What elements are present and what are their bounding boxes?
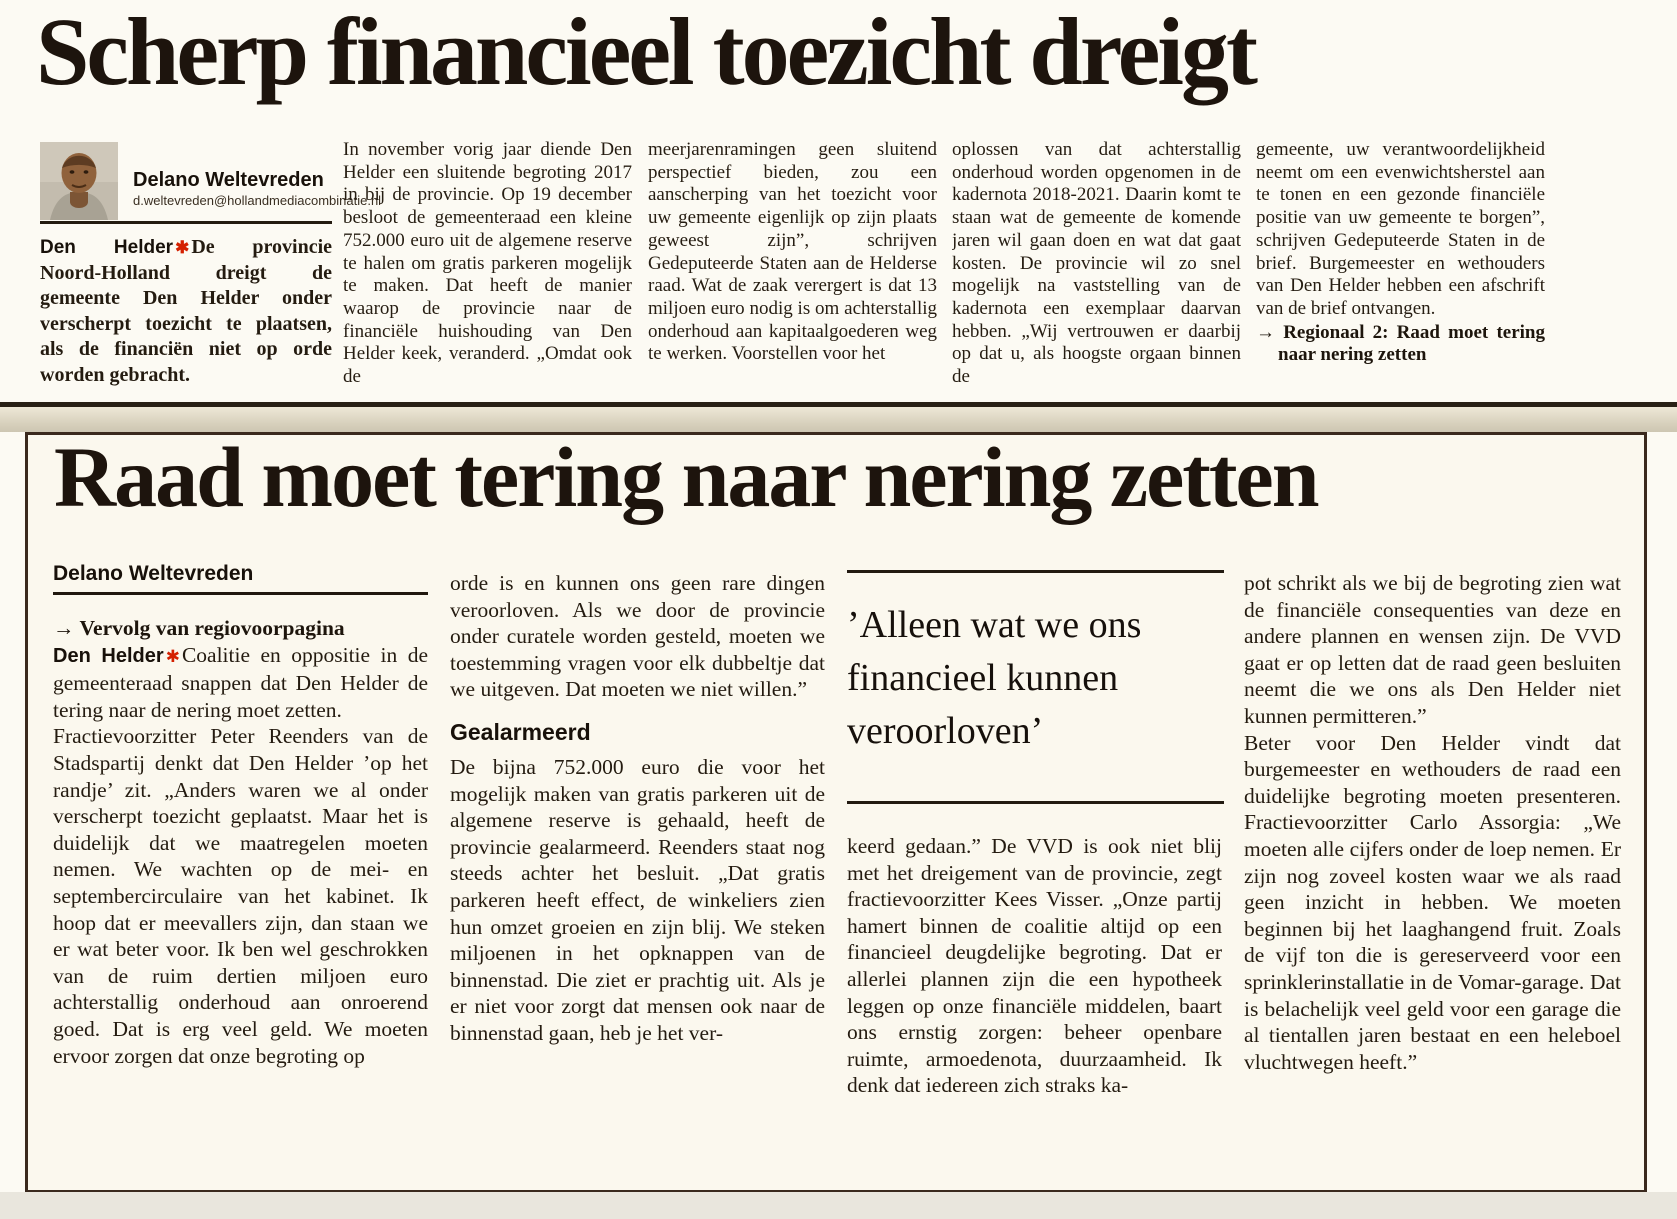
paragraph: pot schrikt als we bij de begroting zien wat de financiële consequenties van deze en andere plannen en wensen zijn. De VVD gaat er op letten dat de raad geen besluiten neemt die we ons als Den Helder niet kunnen permitteren.” — [1244, 571, 1621, 728]
red-star-icon: ✱ — [165, 646, 180, 666]
red-star-icon: ✱ — [175, 238, 190, 257]
paragraph: Fractievoorzitter Peter Reenders van de Stadspartij denkt dat Den Helder ’op het randje’ zit. „Anders waren we al onder verscherpt toezicht geplaatst. Maar het is duidelijk dat we maatregelen moeten nemen. We wachten op de mei- en septembercirculaire van het kabinet. Ik hoop dat er meevallers zijn, dan staan we er wat beter voor. Ik ben wel geschrokken van de ruim dertien miljoen euro achterstallig onderhoud aan onroerend goed. Dat is erg veel geld. We moeten ervoor zorgen dat onze begroting op — [53, 724, 428, 1068]
author-rule — [40, 221, 332, 224]
dateline: Den Helder — [40, 237, 174, 258]
see-also-reference: → Regionaal 2: Raad moet tering naar nering zetten — [1256, 321, 1545, 366]
byline: Delano Weltevreden — [53, 562, 254, 585]
continuation-note: → Vervolg van regiovoorpagina — [53, 616, 345, 640]
intro-text: De provincie Noord-Holland dreigt de gemeente Den Helder onder verscherpt toezicht te plaatsen, als de financiën niet op orde worden gebracht. — [40, 236, 333, 386]
page-bottom-band — [0, 1192, 1677, 1219]
author-photo — [40, 142, 118, 220]
bottom-body-column-4 — [1244, 570, 1621, 1185]
top-body-column-4: oplossen van dat achterstallig onderhoud worden opgenomen in de kadernota 2018-2021. Daarin komt te staan wat de gemeente de komende jaren wil gaan doen en wat dat gaat kosten. De provincie wil zo snel mogelijk na vaststelling van de kadernota een exemplaar daarvan hebben. „Wij vertrouwen er daarbij op dat u, als hoogste orgaan binnen de — [952, 139, 1241, 388]
top-body-column-5 — [1256, 139, 1545, 367]
bottom-body-column-3 — [847, 833, 1222, 1185]
boxed-article-title: Raad moet tering naar nering zetten — [54, 429, 1318, 525]
top-body-column-3: meerjarenramingen geen sluitend perspectief bieden, zou een aanscherping van het toezicht voor uw gemeente eigenlijk op zijn plaats geweest zijn”, schrijven Gedeputeerde Staten aan de Helderse raad. Wat de zaak verergert is dat 13 miljoen euro nodig is om achterstallig onderhoud aan kapitaalgoederen weg te werken. Voorstellen voor het — [648, 139, 937, 365]
author-email: d.weltevreden@hollandmediacombinatie.nl — [133, 193, 382, 208]
paragraph: keerd gedaan.” De VVD is ook niet blij met het dreigement van de provincie, zegt fractievoorzitter Kees Visser. „Onze partij hamert binnen de coalitie altijd op een financieel deugdelijke begroting. Dat er allerlei plannen zijn die een hypotheek leggen op onze financiële middelen, baart ons ernstig zorgen: beheer openbare ruimte, armoedenota, duurzaamheid. Ik denk dat iedereen zich straks ka- — [847, 834, 1222, 1098]
page-title: Scherp financieel toezicht dreigt — [36, 0, 1255, 105]
pull-quote: ’Alleen wat we ons financieel kunnen veroorloven’ — [847, 570, 1224, 804]
lead-paragraph — [53, 642, 428, 724]
lead-text: Coalitie en oppositie in de gemeenteraad snappen dat Den Helder de tering naar de nering moet zetten. — [53, 642, 428, 722]
bottom-body-column-1 — [53, 615, 428, 1185]
top-column-5-text: gemeente, uw verantwoordelijkheid neemt om een evenwichtsherstel aan te tonen en een gezonde financiële positie van uw gemeente te borgen”, schrijven Gedeputeerde Staten in de brief. Burgemeester en wethouders van Den Helder hebben een afschrift van de brief ontvangen. — [1256, 139, 1545, 319]
dateline: Den Helder — [53, 644, 164, 667]
paragraph: Beter voor Den Helder vindt dat burgemeester en wethouders de raad een duidelijke begroting moeten presenteren. Fractievoorzitter Carlo Assorgia: „We moeten alle cijfers onder de loep nemen. Er zijn nog zoveel kosten waar we als raad geen inzicht in hebben. We moeten beginnen bij het laaghangend fruit. Zoals de vijf ton die is gereserveerd voor een sprinklerinstallatie in de Vomar-garage. Dat is belachelijk veel geld voor een garage die al tientallen jaren bestaat en een heleboel vluchtwegen heeft.” — [1244, 730, 1621, 1074]
author-name: Delano Weltevreden — [133, 169, 324, 191]
bottom-body-column-2 — [450, 570, 825, 1185]
subheading: Gealarmeerd — [450, 718, 591, 745]
author-portrait-image — [40, 142, 118, 220]
byline-rule — [53, 592, 428, 595]
paragraph: orde is en kunnen ons geen rare dingen veroorloven. Als we door de provincie onder curatele worden gesteld, moeten we toestemming vragen voor elk dubbeltje dat we uitgeven. Dat moeten we niet willen.” — [450, 571, 825, 702]
article-raad-moet-tering — [25, 429, 1647, 1193]
intro-paragraph — [40, 235, 332, 388]
paragraph: De bijna 752.000 euro die voor het mogelijk maken van gratis parkeren uit de algemene reserve is gehaald, heeft de provincie gealarmeerd. Reenders staat nog steeds achter het besluit. „Dat gratis parkeren heeft effect, de winkeliers zien hun omzet groeien en zijn blij. We steken miljoenen in het opknappen van de binnenstad. Die ziet er prachtig uit. Als je er niet voor zorgt dat mensen ook naar de binnenstad gaan, heb je het ver- — [450, 754, 825, 1045]
top-body-column-2: In november vorig jaar diende Den Helder een sluitende begroting 2017 in bij de provincie. Op 19 december besloot de gemeenteraad een kleine 752.000 euro uit de algemene reserve te halen om gratis parkeren mogelijk te maken. Dat heeft de manier waarop de provincie naar de financiële huishouding van Den Helder keek, veranderd. „Omdat ook de — [343, 139, 632, 388]
